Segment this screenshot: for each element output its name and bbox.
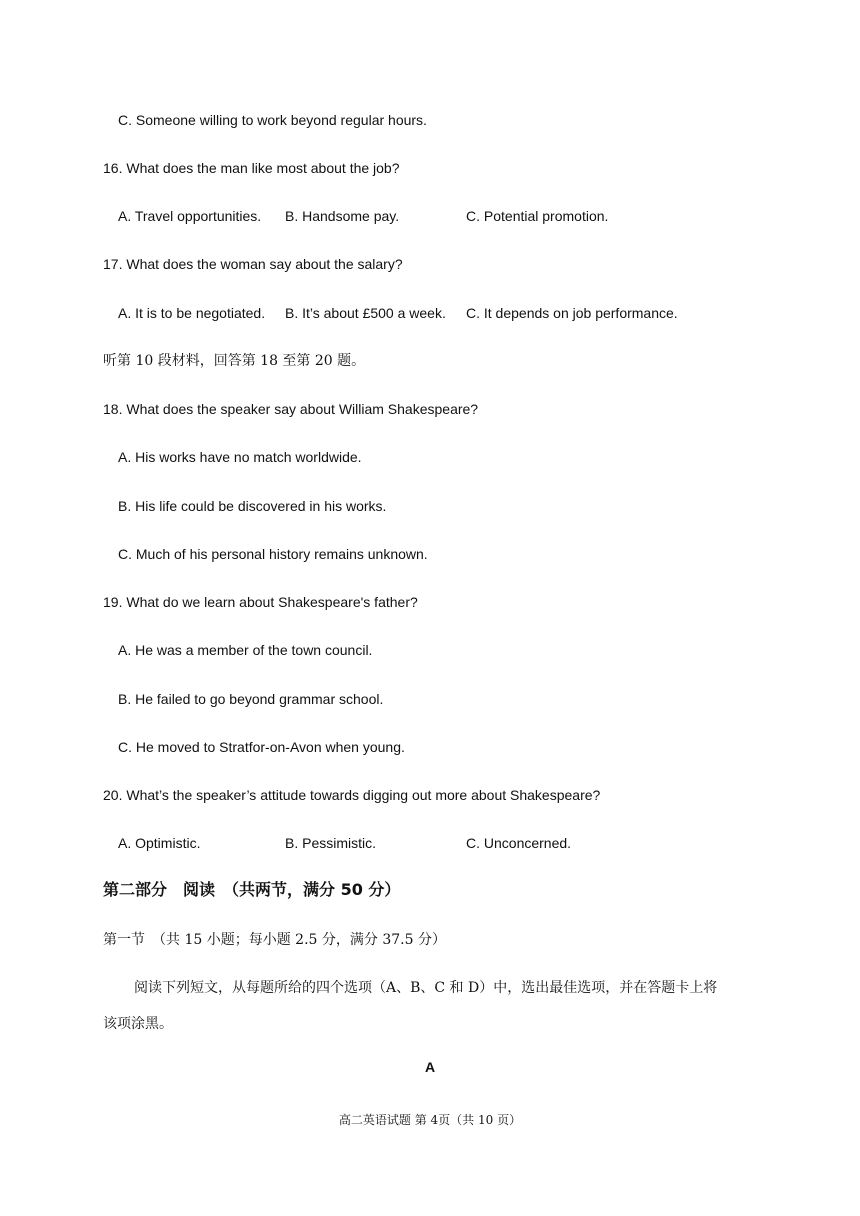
q18-option-a: A. His works have no match worldwide. [118,449,362,465]
q17-option-a: A. It is to be negotiated. [118,305,266,321]
q19-option-c: C. He moved to Stratfor-on-Avon when young. [118,739,405,755]
q16-option-a: A. Travel opportunities. [118,208,262,224]
q18-option-c: C. Much of his personal history remains unknown. [118,546,428,562]
q20-option-c: C. Unconcerned. [466,835,572,851]
q16-question: 16. What does the man like most about the job? [103,160,400,176]
q18-option-b: B. His life could be discovered in his works. [118,498,387,514]
q17-option-b: B. It’s about £500 a week. [285,305,446,321]
section1-heading: 第一节 （共 15 小题；每小题 2.5 分，满分 37.5 分） [103,932,446,948]
q16-option-c: C. Potential promotion. [466,208,609,224]
q18-question: 18. What does the speaker say about William Shakespeare? [103,401,479,417]
passage-label: A [424,1059,436,1075]
q19-option-a: A. He was a member of the town council. [118,642,373,658]
q17-question: 17. What does the woman say about the salary? [103,256,403,272]
q19-question: 19. What do we learn about Shakespeare's father? [103,594,418,610]
q17-option-c: C. It depends on job performance. [466,305,678,321]
q20-question: 20. What’s the speaker’s attitude towards digging out more about Shakespeare? [103,787,601,803]
q20-option-a: A. Optimistic. [118,835,201,851]
directions-line2: 该项涂黑。 [103,1016,173,1032]
q19-option-b: B. He failed to go beyond grammar school. [118,691,384,707]
q16-option-b: B. Handsome pay. [285,208,400,224]
part2-title: 第二部分 阅读 （共两节，满分 50 分） [103,880,401,899]
directions-line1: 阅读下列短文，从每题所给的四个选项（A、B、C 和 D）中，选出最佳选项，并在答题卡上将 [134,980,718,996]
q20-option-b: B. Pessimistic. [285,835,377,851]
page-footer: 高二英语试题 第 4页（共 10 页） [338,1113,522,1127]
q15-option-c: C. Someone willing to work beyond regular hours. [118,112,427,128]
listening-instruction: 听第 10 段材料，回答第 18 至第 20 题。 [103,353,366,369]
